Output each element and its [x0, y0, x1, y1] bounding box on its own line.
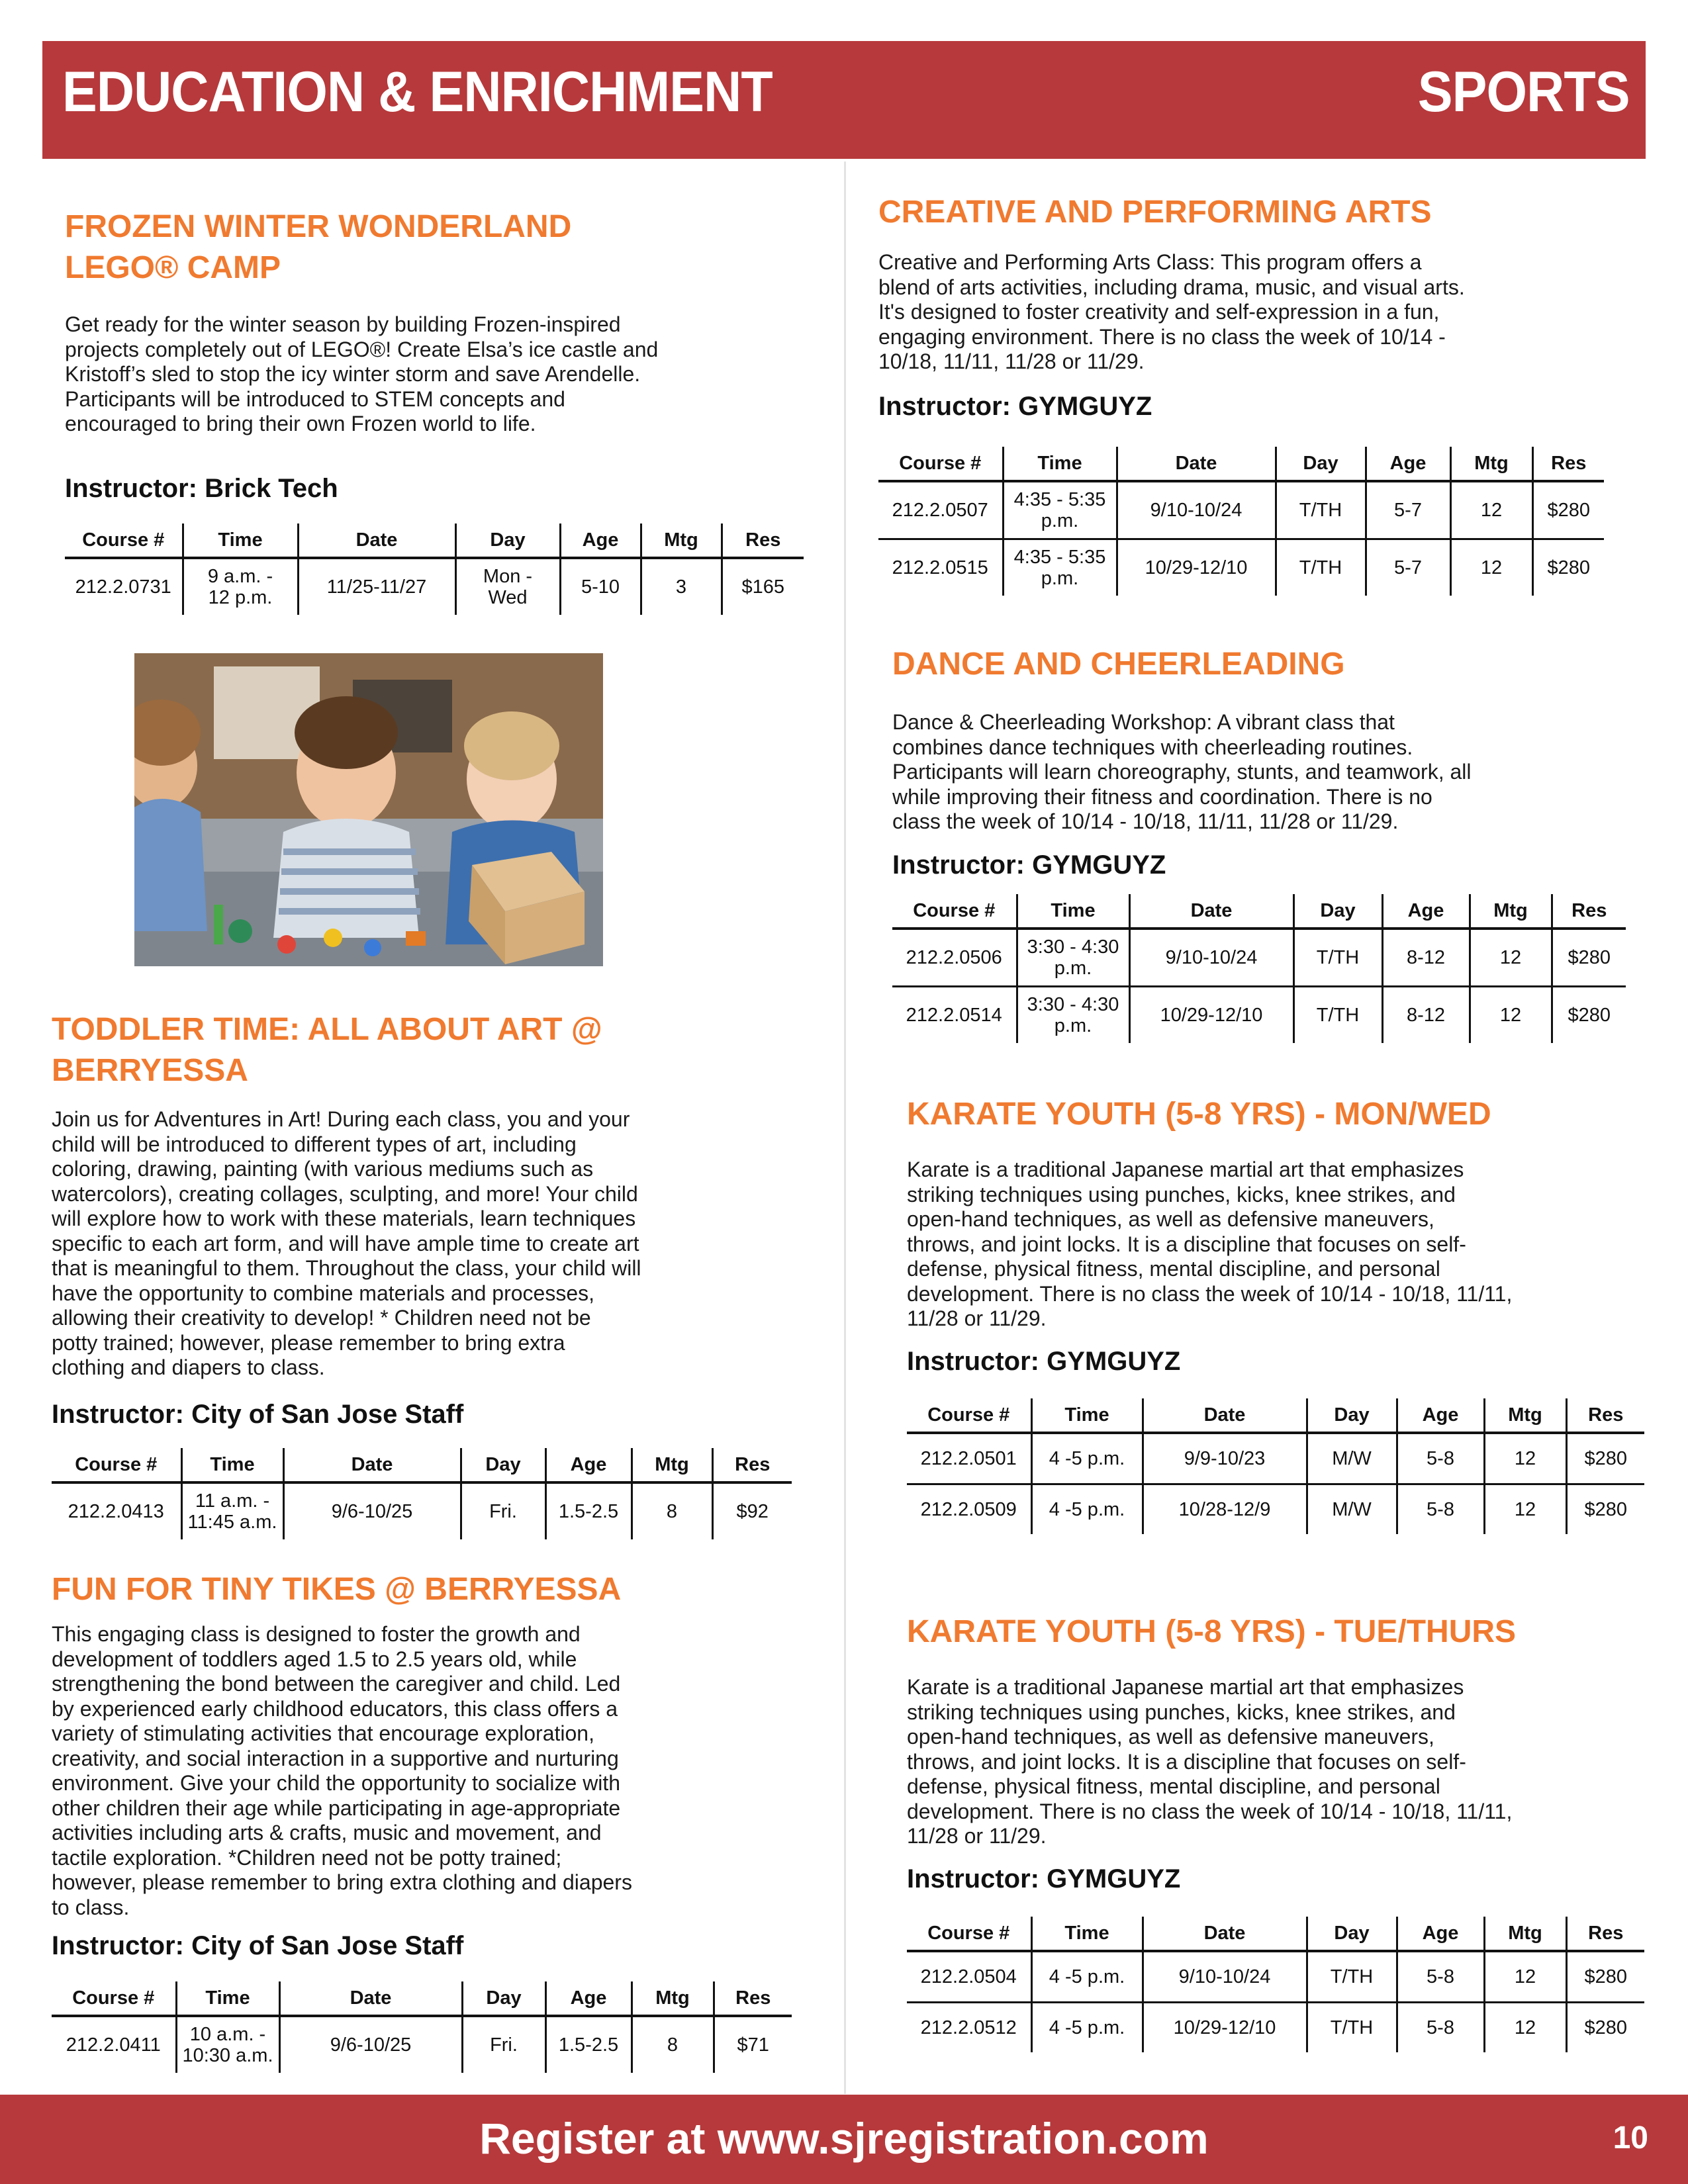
cell-mtg: 12 — [1450, 539, 1532, 596]
description-line: class the week of 10/14 - 10/18, 11/11, 11/28 or 11/29. — [892, 809, 1399, 833]
column-header: Course # — [892, 894, 1017, 929]
cell-res: $280 — [1532, 539, 1604, 596]
description-line: projects completely out of LEGO®! Create Elsa’s ice castle and — [65, 337, 659, 361]
cell-mtg: 12 — [1484, 2003, 1566, 2053]
description-line: Join us for Adventures in Art! During each class, you and your — [52, 1107, 630, 1131]
description-line: creativity, and social interaction in a supportive and nurturing — [52, 1746, 619, 1770]
column-header: Date — [283, 1448, 461, 1482]
cell-line: T/TH — [1299, 557, 1342, 578]
instructor-name: Brick Tech — [205, 474, 338, 503]
section-title-line: FROZEN WINTER WONDERLAND — [65, 209, 572, 244]
description-line: open-hand techniques, as well as defensive maneuvers, — [907, 1207, 1434, 1231]
instructor-line — [878, 390, 1633, 422]
cell-res: $280 — [1566, 1484, 1644, 1535]
column-header: Day — [461, 1448, 545, 1482]
table-header-row — [907, 1917, 1644, 1951]
instructor-label: Instructor: — [907, 1347, 1039, 1376]
table-row — [907, 1433, 1644, 1484]
cell-day — [1307, 1484, 1397, 1535]
cell-age: 5-8 — [1397, 1433, 1484, 1484]
cell-age: 1.5-2.5 — [545, 1482, 632, 1539]
cell-line: 12 p.m. — [208, 587, 273, 608]
description-line: striking techniques using punches, kicks, knee strikes, and — [907, 1700, 1456, 1724]
cell-mtg: 12 — [1470, 987, 1552, 1044]
instructor-label: Instructor: — [52, 1400, 184, 1429]
instructor-name: GYMGUYZ — [1047, 1347, 1181, 1376]
cell-line: 3:30 - 4:30 — [1027, 936, 1119, 958]
table-row — [907, 1951, 1644, 2003]
cell-date: 10/29-12/10 — [1143, 2003, 1307, 2053]
cell-age: 5-8 — [1397, 2003, 1484, 2053]
section-title-line: DANCE AND CHEERLEADING — [892, 647, 1345, 682]
section-title — [907, 1612, 1642, 1653]
cell-day — [455, 558, 560, 615]
cell-age: 5-8 — [1397, 1484, 1484, 1535]
cell-line: p.m. — [1041, 568, 1079, 589]
description-line: Participants will be introduced to STEM concepts and — [65, 387, 565, 411]
table-row — [878, 481, 1604, 539]
table-row — [52, 1482, 792, 1539]
section-title-line: TODDLER TIME: ALL ABOUT ART @ — [52, 1012, 602, 1047]
cell-line: 4:35 - 5:35 — [1013, 547, 1106, 568]
description-line: defense, physical fitness, mental discipline, and personal — [907, 1257, 1440, 1281]
column-header: Res — [1532, 447, 1604, 481]
column-header: Time — [1031, 1398, 1143, 1433]
cell-course: 212.2.0509 — [920, 1499, 1017, 1520]
cell-day — [462, 2016, 545, 2073]
description-line: activities including arts & crafts, music and movement, and — [52, 1821, 602, 1844]
cell-age: 8-12 — [1382, 929, 1470, 987]
cell-date: 10/28-12/9 — [1143, 1484, 1307, 1535]
instructor-name: GYMGUYZ — [1032, 850, 1166, 880]
cell-line: Mon - — [483, 566, 533, 587]
section-description — [52, 1622, 793, 1920]
column-header: Mtg — [1484, 1917, 1566, 1951]
cell-line: p.m. — [1041, 510, 1079, 531]
cell-date: 9/10-10/24 — [1117, 481, 1276, 539]
cell-line: 9 a.m. - — [207, 566, 273, 587]
cell-day — [1307, 1951, 1397, 2003]
section-description — [907, 1675, 1642, 1849]
section-title — [52, 1009, 793, 1091]
cell-res: $92 — [712, 1482, 792, 1539]
column-header: Date — [298, 523, 455, 558]
column-header: Course # — [52, 1981, 176, 2016]
column-header: Course # — [907, 1398, 1031, 1433]
cell-line: p.m. — [1054, 958, 1092, 979]
table-header-row — [52, 1448, 792, 1482]
description-line: watercolors), creating collages, sculpting, and more! Your child — [52, 1181, 638, 1206]
cell-res: $165 — [722, 558, 804, 615]
cell-line: 4 -5 p.m. — [1049, 1966, 1125, 1987]
table-header-row — [65, 523, 804, 558]
column-header: Mtg — [1484, 1398, 1566, 1433]
cell-line: p.m. — [1054, 1015, 1092, 1036]
cell-res: $280 — [1552, 987, 1626, 1044]
description-line: throws, and joint locks. It is a discipline that focuses on self- — [907, 1232, 1466, 1256]
table-row — [52, 2016, 792, 2073]
cell-date: 10/29-12/10 — [1117, 539, 1276, 596]
instructor-label: Instructor: — [52, 1931, 184, 1960]
course-table-tikes — [52, 1981, 792, 2073]
section-title-line: KARATE YOUTH (5-8 YRS) - TUE/THURS — [907, 1614, 1517, 1649]
description-line: open-hand techniques, as well as defensive maneuvers, — [907, 1725, 1434, 1749]
section-description — [878, 250, 1633, 375]
cell-line: T/TH — [1330, 1966, 1374, 1987]
column-header: Res — [714, 1981, 792, 2016]
cell-time — [1003, 539, 1117, 596]
description-line: Participants will learn choreography, stunts, and teamwork, all — [892, 760, 1472, 784]
page-number: 10 — [1613, 2120, 1648, 2156]
cell-time — [176, 2016, 279, 2073]
column-header: Time — [176, 1981, 279, 2016]
cell-mtg: 3 — [641, 558, 722, 615]
table-row — [65, 558, 804, 615]
column-header: Res — [722, 523, 804, 558]
header-bar — [42, 41, 1646, 159]
table-header-row — [878, 447, 1604, 481]
table-header-row — [52, 1981, 792, 2016]
description-line: This engaging class is designed to foster the growth and — [52, 1622, 581, 1646]
description-line: engaging environment. There is no class the week of 10/14 - — [878, 324, 1446, 349]
description-line: by experienced early childhood educators, this class offers a — [52, 1696, 618, 1721]
description-line: specific to each art form, and will have ample time to create art — [52, 1231, 639, 1255]
section-title-line: CREATIVE AND PERFORMING ARTS — [878, 195, 1432, 230]
cell-line: 11:45 a.m. — [187, 1512, 277, 1533]
cell-mtg: 12 — [1484, 1484, 1566, 1535]
cell-course: 212.2.0504 — [907, 1951, 1031, 2003]
section-title-line: LEGO® CAMP — [65, 250, 281, 285]
cell-date: 9/10-10/24 — [1129, 929, 1293, 987]
cell-date: 11/25-11/27 — [298, 558, 455, 615]
course-table-lego — [65, 523, 804, 615]
toddlers-photo — [134, 653, 603, 966]
column-header: Day — [1307, 1917, 1397, 1951]
cell-line: M/W — [1332, 1499, 1372, 1520]
cell-course: 212.2.0501 — [907, 1433, 1031, 1484]
cell-course: 212.2.0514 — [906, 1005, 1002, 1026]
description-line: tactile exploration. *Children need not be potty trained; — [52, 1845, 562, 1870]
section-description — [892, 710, 1634, 835]
column-header: Day — [455, 523, 560, 558]
cell-time — [1031, 1484, 1143, 1535]
description-line: It's designed to foster creativity and self-expression in a fun, — [878, 300, 1440, 324]
instructor-line — [65, 473, 793, 504]
column-header: Course # — [65, 523, 183, 558]
cell-line: Wed — [488, 587, 528, 608]
cell-course: 212.2.0512 — [920, 2017, 1017, 2038]
cell-course: 212.2.0411 — [66, 2034, 161, 2056]
column-divider — [844, 161, 846, 2094]
course-table-toddler — [52, 1448, 792, 1539]
description-line: child will be introduced to different types of art, including — [52, 1132, 577, 1156]
cell-res: $280 — [1532, 481, 1604, 539]
instructor-name: GYMGUYZ — [1047, 1864, 1181, 1893]
column-header: Mtg — [1450, 447, 1532, 481]
instructor-label: Instructor: — [892, 850, 1025, 880]
cell-day — [1276, 481, 1366, 539]
column-header: Day — [462, 1981, 545, 2016]
cell-line: 4:35 - 5:35 — [1013, 489, 1106, 510]
cell-time — [1017, 987, 1129, 1044]
section-description — [52, 1107, 793, 1381]
description-line: development. There is no class the week of 10/14 - 10/18, 11/11, — [907, 1799, 1513, 1823]
description-line: however, please remember to bring extra clothing and diapers — [52, 1870, 632, 1894]
cell-mtg: 8 — [632, 1482, 712, 1539]
cell-mtg: 12 — [1484, 1433, 1566, 1484]
cell-age: 5-7 — [1366, 481, 1450, 539]
cell-date: 10/29-12/10 — [1129, 987, 1293, 1044]
column-header: Res — [712, 1448, 792, 1482]
description-line: while improving their fitness and coordination. There is no — [892, 784, 1432, 809]
cell-age: 8-12 — [1382, 987, 1470, 1044]
cell-line: Fri. — [489, 1501, 517, 1522]
description-line: Dance & Cheerleading Workshop: A vibrant class that — [892, 710, 1395, 734]
description-line: will explore how to work with these materials, learn techniques — [52, 1206, 636, 1230]
cell-line: Fri. — [490, 2034, 518, 2056]
cell-age: 5-10 — [560, 558, 641, 615]
description-line: Karate is a traditional Japanese martial art that emphasizes — [907, 1675, 1464, 1699]
cell-mtg: 12 — [1470, 929, 1552, 987]
column-header: Date — [1143, 1398, 1307, 1433]
cell-mtg: 12 — [1484, 1951, 1566, 2003]
column-header: Time — [183, 523, 298, 558]
description-line: strengthening the bond between the caregiver and child. Led — [52, 1672, 621, 1696]
table-row — [878, 539, 1604, 596]
cell-line: 4 -5 p.m. — [1049, 2017, 1125, 2038]
cell-day — [1293, 987, 1382, 1044]
cell-res: $280 — [1552, 929, 1626, 987]
column-header: Date — [279, 1981, 462, 2016]
column-header: Mtg — [632, 1448, 712, 1482]
cell-line: 4 -5 p.m. — [1049, 1448, 1125, 1469]
column-header: Age — [1397, 1917, 1484, 1951]
description-line: environment. Give your child the opportunity to socialize with — [52, 1771, 621, 1795]
section-title — [892, 644, 1634, 685]
column-header: Res — [1566, 1917, 1644, 1951]
table-header-row — [907, 1398, 1644, 1433]
cell-line: T/TH — [1316, 1005, 1360, 1026]
instructor-name: City of San Jose Staff — [191, 1931, 464, 1960]
column-header: Mtg — [1470, 894, 1552, 929]
instructor-label: Instructor: — [907, 1864, 1039, 1893]
cell-date: 9/9-10/23 — [1143, 1433, 1307, 1484]
description-line: striking techniques using punches, kicks, knee strikes, and — [907, 1182, 1456, 1206]
instructor-name: City of San Jose Staff — [191, 1400, 464, 1429]
cell-day — [1307, 1433, 1397, 1484]
cell-res: $280 — [1566, 2003, 1644, 2053]
instructor-line — [892, 849, 1634, 881]
instructor-line — [52, 1930, 793, 1962]
cell-time — [1031, 2003, 1143, 2053]
section-title-line: FUN FOR TINY TIKES @ BERRYESSA — [52, 1572, 622, 1607]
column-header: Course # — [907, 1917, 1031, 1951]
column-header: Day — [1276, 447, 1366, 481]
column-header: Mtg — [632, 1981, 714, 2016]
description-line: 11/28 or 11/29. — [907, 1306, 1047, 1330]
column-header: Mtg — [641, 523, 722, 558]
description-line: allowing their creativity to develop! * Children need not be — [52, 1306, 591, 1330]
table-row — [892, 987, 1626, 1044]
section-title — [52, 1569, 793, 1610]
column-header: Date — [1143, 1917, 1307, 1951]
cell-day — [1276, 539, 1366, 596]
course-table-arts — [878, 447, 1604, 596]
course-table-dance — [892, 894, 1626, 1043]
description-line: defense, physical fitness, mental discipline, and personal — [907, 1774, 1440, 1798]
cell-course: 212.2.0515 — [892, 557, 988, 578]
column-header: Age — [545, 1448, 632, 1482]
description-line: blend of arts activities, including drama, music, and visual arts. — [878, 275, 1465, 299]
cell-day — [1307, 2003, 1397, 2053]
header-left-title: EDUCATION & ENRICHMENT — [62, 60, 773, 124]
cell-res: $280 — [1566, 1951, 1644, 2003]
table-header-row — [892, 894, 1626, 929]
description-line: Get ready for the winter season by building Frozen-inspired — [65, 312, 621, 336]
column-header: Age — [1397, 1398, 1484, 1433]
column-header: Age — [560, 523, 641, 558]
description-line: combines dance techniques with cheerleading routines. — [892, 735, 1413, 759]
column-header: Age — [1366, 447, 1450, 481]
cell-date: 9/10-10/24 — [1143, 1951, 1307, 2003]
cell-date: 9/6-10/25 — [283, 1482, 461, 1539]
description-line: 10/18, 11/11, 11/28 or 11/29. — [878, 349, 1145, 373]
instructor-name: GYMGUYZ — [1018, 392, 1152, 421]
section-title — [878, 192, 1633, 233]
cell-res: $71 — [714, 2016, 792, 2073]
cell-line: 3:30 - 4:30 — [1027, 994, 1119, 1015]
description-line: throws, and joint locks. It is a discipline that focuses on self- — [907, 1749, 1466, 1774]
column-header: Res — [1566, 1398, 1644, 1433]
cell-time — [181, 1482, 283, 1539]
cell-line: 10:30 a.m. — [182, 2045, 273, 2066]
section-title — [907, 1094, 1642, 1135]
cell-line: 4 -5 p.m. — [1049, 1499, 1125, 1520]
cell-course: 212.2.0413 — [68, 1501, 164, 1522]
column-header: Course # — [52, 1448, 181, 1482]
cell-time — [1031, 1433, 1143, 1484]
cell-line: T/TH — [1299, 500, 1342, 521]
column-header: Age — [545, 1981, 632, 2016]
cell-time — [1017, 929, 1129, 987]
column-header: Age — [1382, 894, 1470, 929]
table-row — [907, 2003, 1644, 2053]
cell-time — [1003, 481, 1117, 539]
cell-line: 10 a.m. - — [189, 2024, 266, 2045]
section-description — [907, 1158, 1642, 1332]
header-right-title: SPORTS — [1418, 60, 1630, 124]
description-line: potty trained; however, please remember to bring extra — [52, 1330, 565, 1355]
instructor-label: Instructor: — [878, 392, 1011, 421]
cell-line: M/W — [1332, 1448, 1372, 1469]
cell-age: 1.5-2.5 — [545, 2016, 632, 2073]
description-line: encouraged to bring their own Frozen world to life. — [65, 412, 536, 435]
instructor-line — [907, 1345, 1642, 1377]
description-line: clothing and diapers to class. — [52, 1355, 325, 1379]
cell-mtg: 8 — [632, 2016, 714, 2073]
cell-line: 11 a.m. - — [195, 1490, 270, 1512]
description-line: Creative and Performing Arts Class: This program offers a — [878, 250, 1422, 274]
cell-age: 5-8 — [1397, 1951, 1484, 2003]
section-title-line: BERRYESSA — [52, 1053, 248, 1088]
column-header: Date — [1117, 447, 1276, 481]
toddlers-photo-illustration — [134, 653, 603, 966]
instructor-line — [907, 1863, 1642, 1895]
column-header: Course # — [878, 447, 1003, 481]
cell-date: 9/6-10/25 — [279, 2016, 462, 2073]
description-line: other children their age while participating in age-appropriate — [52, 1796, 621, 1820]
description-line: Karate is a traditional Japanese martial art that emphasizes — [907, 1158, 1464, 1181]
cell-mtg: 12 — [1450, 481, 1532, 539]
cell-course: 212.2.0507 — [878, 481, 1003, 539]
column-header: Day — [1293, 894, 1382, 929]
description-line: that is meaningful to them. Throughout the class, your child will — [52, 1256, 641, 1280]
column-header: Time — [1031, 1917, 1143, 1951]
column-header: Date — [1129, 894, 1293, 929]
table-row — [907, 1484, 1644, 1535]
column-header: Time — [181, 1448, 283, 1482]
cell-res: $280 — [1566, 1433, 1644, 1484]
column-header: Day — [1307, 1398, 1397, 1433]
table-row — [892, 929, 1626, 987]
course-table-karate-tuethurs — [907, 1917, 1644, 2052]
description-line: to class. — [52, 1895, 130, 1919]
cell-course: 212.2.0731 — [75, 576, 171, 598]
section-title-line: KARATE YOUTH (5-8 YRS) - MON/WED — [907, 1097, 1491, 1132]
column-header: Time — [1017, 894, 1129, 929]
description-line: have the opportunity to combine materials and processes, — [52, 1281, 595, 1305]
cell-age: 5-7 — [1366, 539, 1450, 596]
cell-time — [1031, 1951, 1143, 2003]
section-title — [65, 206, 793, 289]
course-table-karate-monwed — [907, 1398, 1644, 1534]
description-line: coloring, drawing, painting (with various mediums such as — [52, 1157, 594, 1181]
cell-course: 212.2.0506 — [892, 929, 1017, 987]
cell-line: T/TH — [1330, 2017, 1374, 2038]
description-line: variety of stimulating activities that encourage exploration, — [52, 1721, 594, 1745]
instructor-line — [52, 1398, 793, 1430]
cell-line: T/TH — [1316, 947, 1360, 968]
description-line: Kristoff’s sled to stop the icy winter storm and save Arendelle. — [65, 362, 641, 386]
cell-time — [183, 558, 298, 615]
instructor-label: Instructor: — [65, 474, 197, 503]
column-header: Time — [1003, 447, 1117, 481]
register-link-text[interactable]: Register at www.sjregistration.com — [479, 2114, 1209, 2163]
footer-bar — [0, 2095, 1688, 2184]
description-line: development of toddlers aged 1.5 to 2.5 years old, while — [52, 1647, 577, 1671]
cell-day — [1293, 929, 1382, 987]
description-line: development. There is no class the week of 10/14 - 10/18, 11/11, — [907, 1281, 1513, 1306]
description-line: 11/28 or 11/29. — [907, 1824, 1047, 1848]
cell-day — [461, 1482, 545, 1539]
column-header: Res — [1552, 894, 1626, 929]
section-description — [65, 312, 793, 437]
